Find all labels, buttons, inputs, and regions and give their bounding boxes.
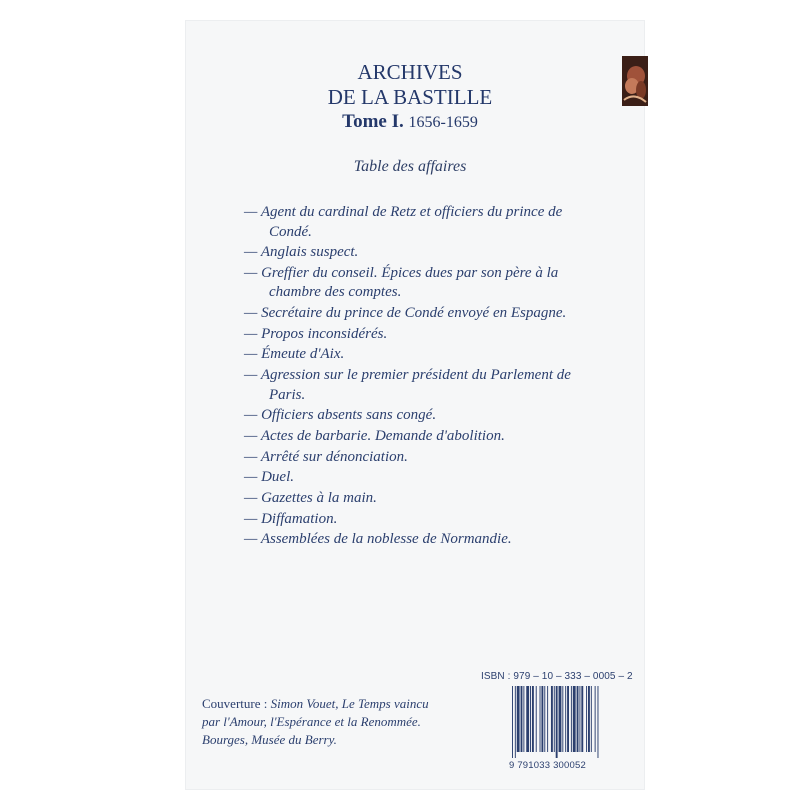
cover-credit-line-3: Bourges, Musée du Berry. [202, 732, 337, 747]
list-item: — Propos inconsidérés. [244, 325, 388, 342]
cover-credit-line-1 [202, 695, 462, 713]
barcode-bar [515, 686, 516, 758]
affairs-list [244, 203, 589, 551]
barcode-bar [562, 686, 563, 752]
barcode-bar [581, 686, 583, 752]
barcode-bar [523, 686, 524, 752]
tome-row [300, 110, 520, 135]
list-item: — Officiers absents sans congé. [244, 407, 437, 424]
cover-painting-thumbnail [622, 56, 648, 106]
cover-credit [202, 695, 462, 749]
barcode-bar [544, 686, 545, 752]
barcode-bar [517, 686, 520, 752]
cover-label: Couverture : [202, 696, 268, 711]
barcode-bar [526, 686, 529, 752]
cover-artwork: Simon Vouet, Le Temps vaincu [270, 696, 429, 711]
barcode-bar [532, 686, 534, 752]
barcode-bar [595, 686, 596, 752]
barcode-bar [521, 686, 523, 752]
barcode-bar [598, 686, 599, 758]
list-item: — Arrêté sur dénonciation. [244, 448, 408, 465]
barcode-bar [512, 686, 513, 758]
title-line-2: DE LA BASTILLE [327, 85, 493, 109]
isbn-number: ISBN : 979 – 10 – 333 – 0005 – 2 [481, 671, 633, 682]
barcode-bar [547, 686, 548, 752]
list-item: — Gazettes à la main. [244, 490, 377, 507]
tome-label: Tome I. [342, 111, 404, 132]
barcode [511, 686, 624, 758]
barcode-bar [540, 686, 541, 752]
barcode-bar [573, 686, 576, 752]
barcode-bar [536, 686, 537, 752]
list-item: — Assemblées de la noblesse de Normandie. [244, 531, 512, 548]
title-line-1: ARCHIVES [357, 60, 463, 84]
cover-credit-line-2: par l'Amour, l'Espérance et la Renommée. [202, 714, 421, 729]
barcode-bar [591, 686, 592, 752]
tome-years: 1656-1659 [408, 114, 478, 131]
list-item: — Secrétaire du prince de Condé envoyé en Espagne. [244, 305, 567, 322]
barcode-bar [559, 686, 562, 752]
barcode-bar [551, 686, 553, 752]
barcode-bar [554, 686, 555, 752]
barcode-bar [530, 686, 531, 752]
list-item: — Actes de barbarie. Demande d'abolition. [244, 428, 505, 444]
barcode-bar [567, 686, 569, 752]
list-item: — Émeute d'Aix. [244, 346, 345, 363]
book-title [300, 60, 520, 135]
list-item: — Agent du cardinal de Retz et officiers du prince de Condé. [244, 204, 563, 240]
barcode-bar [541, 686, 543, 752]
list-item: — Diffamation. [244, 510, 338, 527]
barcode-bar [579, 686, 580, 752]
list-item: — Agression sur le premier président du Parlement de Paris. [244, 367, 571, 403]
list-item: — Greffier du conseil. Épices dues par son père à la chambre des comptes. [244, 264, 559, 301]
barcode-bar [577, 686, 579, 752]
barcode-bar [565, 686, 566, 752]
list-item: — Duel. [244, 469, 294, 486]
barcode-bar [588, 686, 590, 752]
section-heading: Table des affaires [353, 158, 467, 175]
barcode-bar [586, 686, 587, 752]
barcode-bar [571, 686, 572, 752]
list-item: — Anglais suspect. [244, 244, 359, 261]
barcode-bar [556, 686, 558, 758]
barcode-digits: 9 791033 300052 [509, 760, 586, 771]
